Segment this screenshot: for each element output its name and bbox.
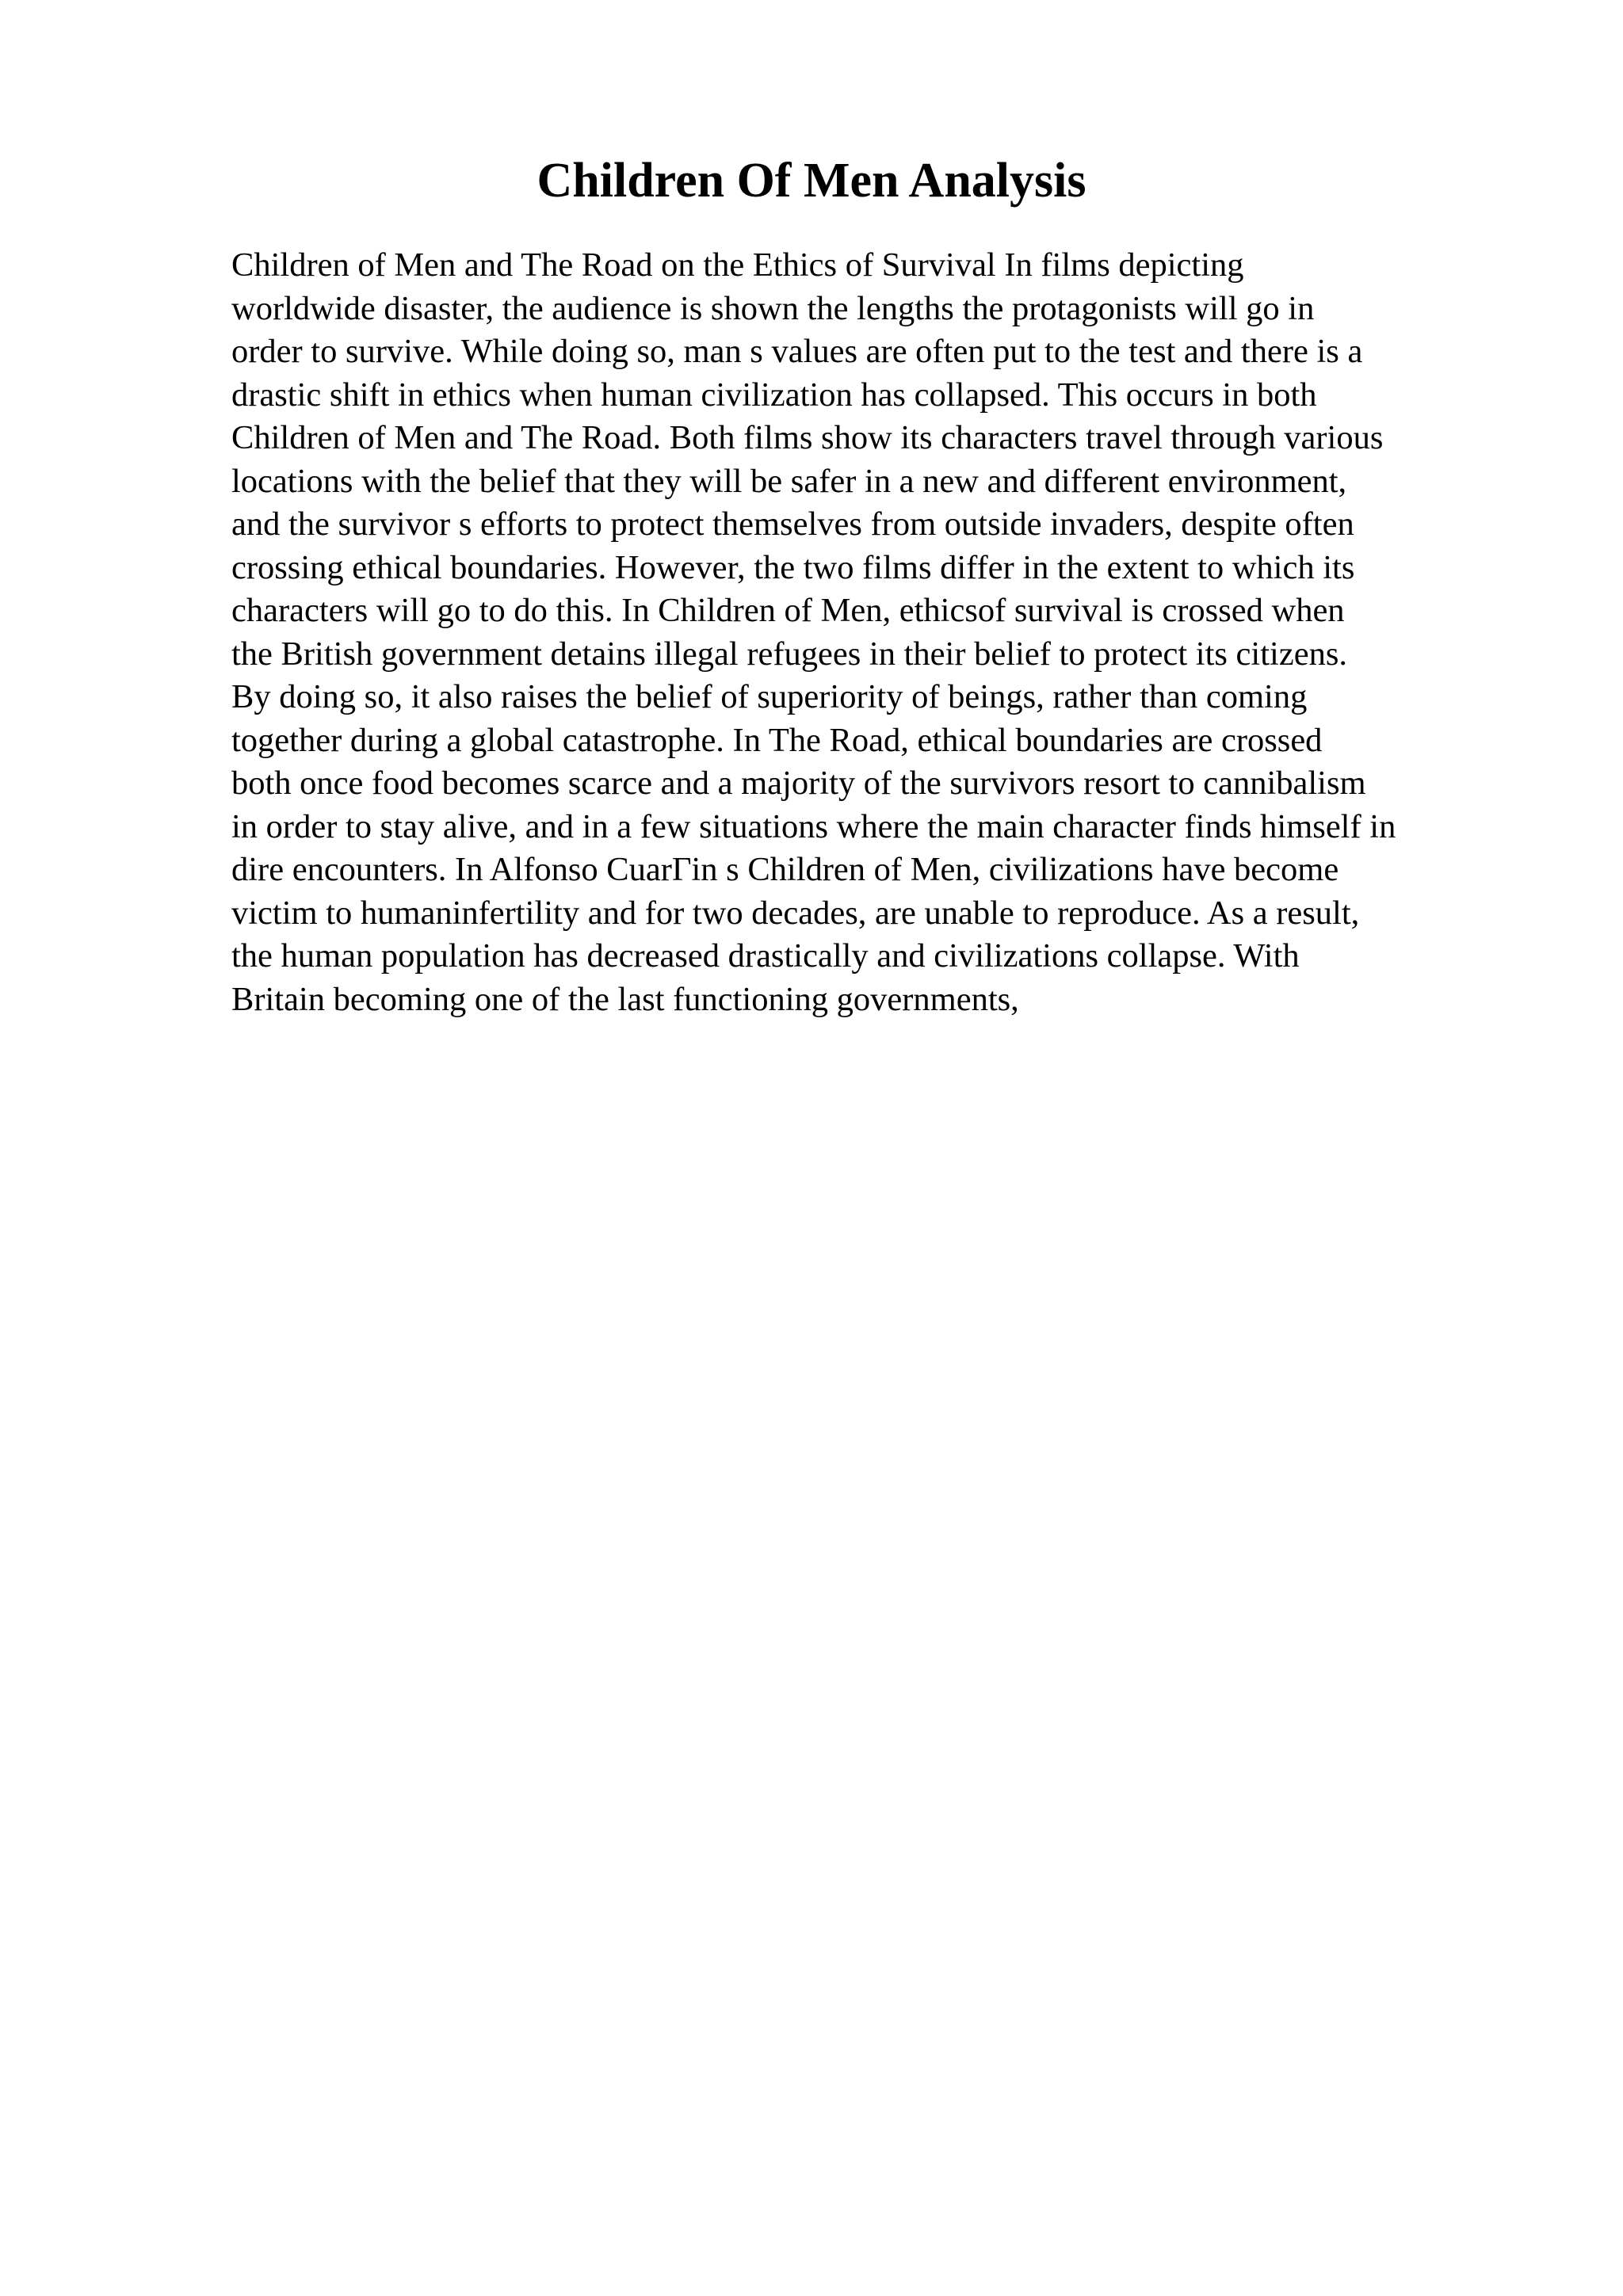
document-title: Children Of Men Analysis [537, 154, 1086, 208]
body-line-4: drastic shift in ethics when human civilization has collapsed. This occurs in both [231, 376, 1317, 414]
body-line-16: victim to humaninfertility and for two decades, are unable to reproduce. As a result, [231, 894, 1360, 932]
body-line-9: characters will go to do this. In Children of Men, ethicsof survival is crossed when [231, 592, 1345, 629]
body-line-17: the human population has decreased drastically and civilizations collapse. With [231, 937, 1300, 974]
body-line-1: Children of Men and The Road on the Ethics of Survival In films depicting [231, 246, 1244, 284]
body-line-15: dire encounters. In Alfonso CuarГin s Children of Men, civilizations have become [231, 851, 1339, 888]
body-line-18: Britain becoming one of the last functioning governments, [231, 980, 1019, 1018]
body-line-6: locations with the belief that they will be safer in a new and different environment, [231, 462, 1347, 500]
body-line-13: both once food becomes scarce and a majority of the survivors resort to cannibalism [231, 765, 1366, 802]
body-line-2: worldwide disaster, the audience is shown the lengths the protagonists will go in [231, 289, 1315, 327]
body-line-12: together during a global catastrophe. In The Road, ethical boundaries are crossed [231, 721, 1323, 759]
body-line-11: By doing so, it also raises the belief of superiority of beings, rather than coming [231, 678, 1308, 715]
body-line-3: order to survive. While doing so, man s values are often put to the test and there is a [231, 333, 1363, 370]
body-paragraph [231, 244, 1515, 1021]
body-line-7: and the survivor s efforts to protect themselves from outside invaders, despite often [231, 505, 1354, 543]
body-line-10: the British government detains illegal refugees in their belief to protect its citizens. [231, 635, 1347, 673]
body-line-14: in order to stay alive, and in a few situations where the main character finds himself in [231, 807, 1396, 845]
body-line-8: crossing ethical boundaries. However, the two films differ in the extent to which its [231, 548, 1355, 586]
body-line-5: Children of Men and The Road. Both films show its characters travel through various [231, 419, 1384, 456]
